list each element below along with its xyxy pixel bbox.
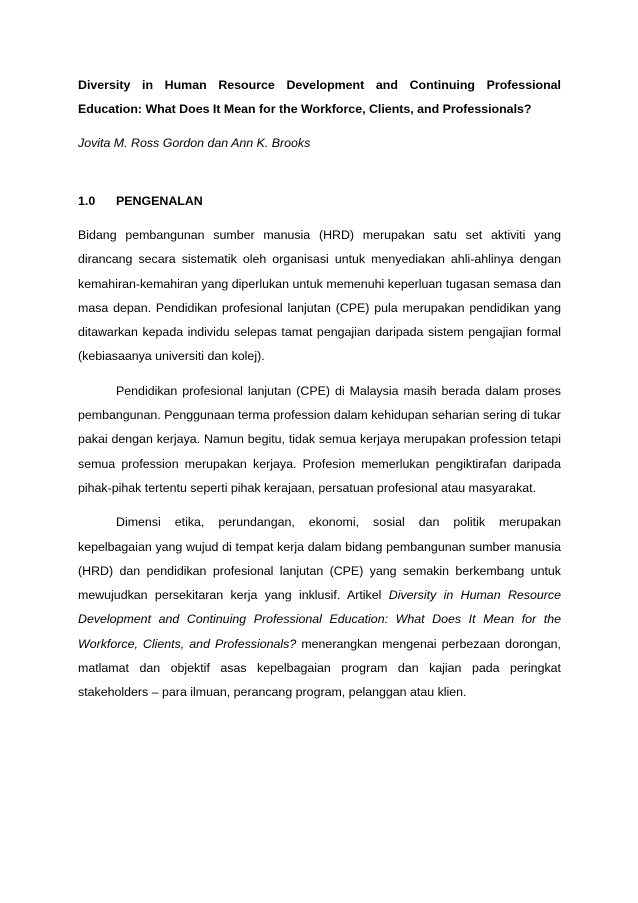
- paragraph-3-text-end: menerangkan mengenai perbezaan dorongan, matlamat dan objektif asas kepelbagaian program dan kajian pada peringkat stakeholders – para ilmuan, perancang program, pelanggan atau klien.: [78, 636, 561, 700]
- document-page: [78, 73, 561, 705]
- paragraph-2: Pendidikan profesional lanjutan (CPE) di Malaysia masih berada dalam proses pembangunan. Penggunaan terma profession dalam kehidupan seharian sering di tukar pakai dengan kerjaya. Namun begitu, tidak semua kerjaya merupakan profession tetapi semua profession merupakan kerjaya. Profesion memerlukan pengiktirafan daripada pihak-pihak tertentu seperti pihak kerajaan, persatuan profesional atau masyarakat.: [78, 383, 561, 495]
- article-title-reference: Diversity in Human Resource Development and Continuing Professional Education: What Does It Mean for the Workforce, Clients, and Professionals?: [78, 588, 561, 651]
- document-title: Diversity in Human Resource Development and Continuing Professional Education: What Does It Mean for the Workforce, Clients, and Professionals?: [78, 78, 561, 116]
- paragraph-1: Bidang pembangunan sumber manusia (HRD) merupakan satu set aktiviti yang dirancang secara sistematik oleh organisasi untuk menyediakan ahli-ahlinya dengan kemahiran-kemahiran yang diperlukan untuk memenuhi keperluan tugasan semasa dan masa depan. Pendidikan profesional lanjutan (CPE) pula merupakan pendidikan yang ditawarkan kepada individu selepas tamat pengajian daripada sistem pengajian formal (kebiasaanya universiti dan kolej).: [78, 228, 561, 364]
- document-authors: Jovita M. Ross Gordon dan Ann K. Brooks: [78, 136, 311, 150]
- section-number: 1.0: [78, 194, 96, 208]
- paragraph-3: [78, 510, 561, 704]
- section-heading: [78, 189, 561, 213]
- paragraph-3-text-start: Dimensi etika, perundangan, ekonomi, sosial dan politik merupakan kepelbagaian yang wujud di tempat kerja dalam bidang pembangunan sumber manusia (HRD) dan pendidikan profesional lanjutan (CPE) yang semakin berkembang untuk mewujudkan persekitaran kerja yang inklusif. Artikel: [78, 515, 561, 603]
- section-title: PENGENALAN: [116, 194, 203, 208]
